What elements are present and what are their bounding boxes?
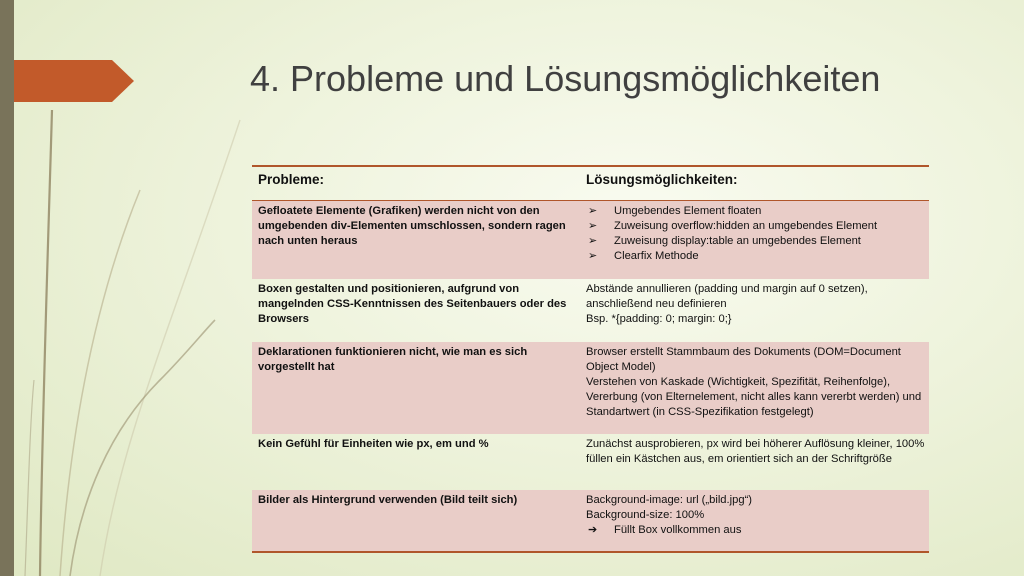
problems-solutions-table [252,165,929,553]
solution-cell: Browser erstellt Stammbaum des Dokuments (DOM=Document Object Model) Verstehen von Kaskade (Wichtigkeit, Spezifität, Reihenfolge), Vererbung (von Elternelement, nicht alles kann vererbt werden) und Standartwert (in CSS-Spezifikation festgelegt) [580,342,929,434]
table-header-row [252,166,929,201]
table-row [252,201,929,279]
solution-cell: Background-image: url („bild.jpg“) Background-size: 100% ➔ Füllt Box vollkommen aus [580,490,929,552]
header-problems: Probleme: [252,166,580,201]
chevron-bullet-icon: ➢ [588,205,598,217]
solution-cell: Zunächst ausprobieren, px wird bei höherer Auflösung kleiner, 100% füllen ein Kästchen aus, em orientiert sich an der Schriftgröße [586,437,925,465]
solution-bullet-list [586,204,925,264]
header-solutions: Lösungsmöglichkeiten: [580,166,929,201]
chevron-bullet-icon: ➢ [588,235,598,247]
slide-title: 4. Probleme und Lösungsmöglichkeiten [250,58,881,99]
title-arrow-decoration [14,60,134,102]
arrow-right-icon: ➔ [588,523,598,536]
problem-cell: Deklarationen funktionieren nicht, wie man es sich vorgestellt hat [252,342,580,434]
chevron-bullet-icon: ➢ [588,250,598,262]
problem-cell: Bilder als Hintergrund verwenden (Bild teilt sich) [252,490,580,552]
solution-cell: Abstände annullieren (padding und margin auf 0 setzen), anschließend neu definieren Bsp. *{padding: 0; margin: 0;} [586,282,868,325]
list-item: ➢ Clearfix Methode [588,250,699,262]
list-item: ➢ Zuweisung overflow:hidden an umgebendes Element [588,220,878,232]
problem-cell: Kein Gefühl für Einheiten wie px, em und % [258,437,489,450]
table-row [252,434,929,490]
chevron-bullet-icon: ➢ [588,220,598,232]
problem-cell: Boxen gestalten und positionieren, aufgrund von mangelnden CSS-Kenntnissen des Seitenbauers oder des Browsers [258,282,567,325]
table-row [252,342,929,434]
table-row [252,490,929,552]
list-item: ➢ Zuweisung display:table an umgebendes Element [588,235,861,247]
solution-cell [580,201,929,279]
list-item: ➢ Umgebendes Element floaten [588,205,762,217]
table-row [252,279,929,342]
problem-cell: Gefloatete Elemente (Grafiken) werden nicht von den umgebenden div-Elementen umschlossen, sondern ragen nach unten heraus [252,201,580,279]
